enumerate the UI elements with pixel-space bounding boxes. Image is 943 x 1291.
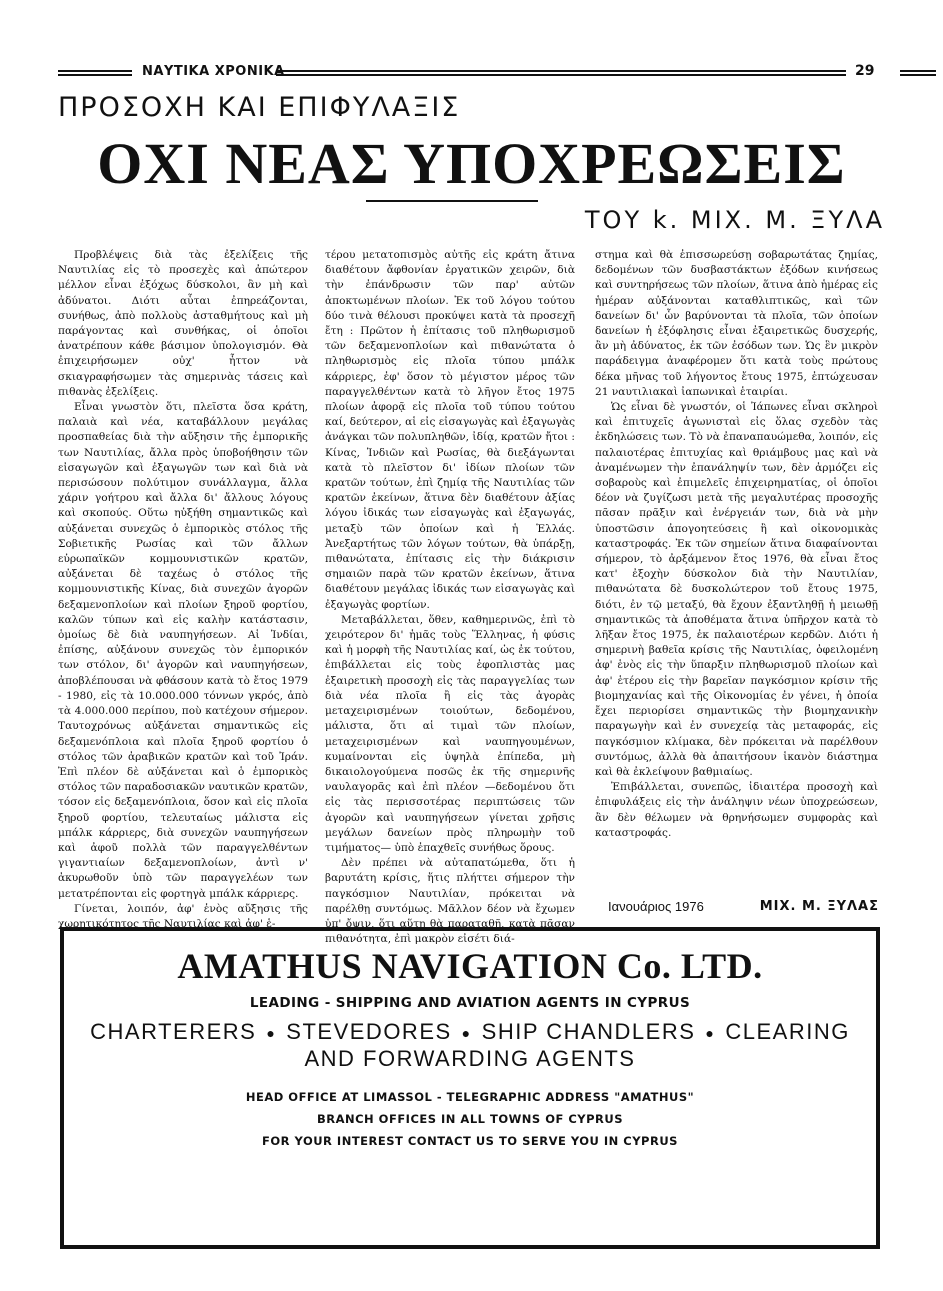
ad-branch-offices: BRANCH OFFICES IN ALL TOWNS OF CYPRUS xyxy=(316,1112,624,1127)
paragraph: Εἶναι γνωστὸν ὅτι, πλεῖστα ὅσα κράτη, παλαιὰ καὶ νέα, καταβάλλουν μεγάλας προσπαθείας διὰ τὴν αὔξησιν τῆς ἐμπορικῆς των Ναυτιλίας, ἄλλα πρὸς ὑποβοήθησιν τῶν εἰσαγωγῶν καὶ ἐξαγωγῶν των καὶ διὰ νὰ περισώσουν πολύτιμον συνάλλαγμα, ἄλλα χάριν γοήτρου καὶ ἄλλα δι' ἄλλους λόγους καὶ σκοπούς. Οὕτω ηὐξήθη σημαντικῶς καὶ αὐξάνεται συνεχῶς ὁ ἐμπορικὸς στόλος τῆς Σοβιετικῆς Ρωσίας καὶ τῶν ἄλλων εὐρωπαϊκῶν κομμουνιστικῶν κρατῶν, αὐξάνεται δὲ ταχέως ὁ στόλος τῆς κομμουνιστικῆς Κίνας, διὰ συνεχῶν ἀγορῶν δεξαμενοπλοίων καὶ πλοίων ξηροῦ φορτίου, καλῶν τύπων καὶ εἰς καλὴν κατάστασιν, ὁμοίως δὲ διὰ ναυπηγήσεων. Αἱ Ἰνδίαι, ἐπίσης, αὐξάνουν συνεχῶς τὸν ἐμπορικόν των στόλον, δι' ἀγορῶν καὶ ναυπηγήσεων, ἀποβλέπουσαι νὰ φθάσουν κατὰ τὸ ἔτος 1979 - 1980, εἰς τὰ 10.000.000 τόννων γκρός, ἀπὸ τὰ 4.000.000 περίπου, ποὺ κατέχουν σήμερον. Ταυτοχρόνως αὐξάνεται σημαντικῶς εἰς δεξαμενόπλοια καὶ πλοῖα ξηροῦ φορτίου ὁ στόλος τῶν ἀραβικῶν κρατῶν καὶ τοῦ Ἰράν. Ἐπὶ πλέον δὲ αὐξάνεται καὶ ὁ ἐμπορικὸς στόλος τῶν παραδοσιακῶν ναυτικῶν κρατῶν, τόσον εἰς δεξαμενόπλοια, ὅσον καὶ εἰς πλοῖα ξηροῦ φορτίου, τελευταίως μάλιστα εἰς μπάλκ κάρριερς, διὰ συνεχῶν ναυπηγήσεων καὶ ἀφοῦ πολλὰ τῶν παραγγελθέντων γιγαντιαίων δεξαμενοπλοίων, ἀντὶ ν' ἀκυρωθοῦν ὑπὸ τῶν παραγγελέων των μετατρέπονται εἰς φορτηγὰ μπάλκ κάρριερς. xyxy=(58,401,308,900)
ad-services-line-2: AND FORWARDING AGENTS xyxy=(304,1046,636,1072)
ad-service: CHARTERERS xyxy=(90,1019,257,1044)
paragraph: στημα καὶ θὰ ἐπισσωρεύσῃ σοβαρωτάτας ζημίας, δεδομένων τῶν δυσβαστάκτων ἐξόδων κινήσεως καὶ συντηρήσεως τῶν πλοίων, ἅτινα ἀπὸ ἡμέρας εἰς ἡμέραν αὐξάνονται καταθλιπτικῶς, καὶ τῶν δανείων δι' ὧν βαρύνονται τὰ πλοῖα, τῶν ὁποίων δανείων ἡ ἐξόφλησις εἶναι ἐξαιρετικῶς δυσχερής, ἂν μὴ ἀδύνατος, ἐκ τῶν ἐσόδων των. Ὡς ἓν μικρὸν παράδειγμα ἀναφέρομεν ὅτι κατὰ τοὺς πρώτους δέκα μῆνας τοῦ λήγοντος ἔτους 1975, ἐπτώχευσαν 21 ναυτιλιακαὶ ἰαπωνικαὶ ἑταιρίαι. xyxy=(595,249,878,398)
ad-subtitle: LEADING - SHIPPING AND AVIATION AGENTS IN CYPRUS xyxy=(249,995,691,1011)
headline-rule xyxy=(366,200,538,202)
section-title: ΠΡΟΣΟΧΗ ΚΑΙ ΕΠΙΦΥΛΑΞΙΣ xyxy=(58,92,461,123)
ad-service: STEVEDORES xyxy=(286,1019,452,1044)
paragraph: Μεταβάλλεται, ὅθεν, καθημερινῶς, ἐπὶ τὸ χειρότερον δι' ἡμᾶς τοὺς Ἕλληνας, ἡ φύσις καὶ ἡ μορφὴ τῆς Ναυτιλίας καί, ὡς ἐκ τούτου, ἐπιβάλλεται εἰς τοὺς ἐφοπλιστὰς μας ἐξαιρετικὴ προσοχὴ εἰς τὰς παραγγελίας των διὰ νέα πλοῖα ἢ εἰς τὰς ἀγορὰς μεταχειρισμένων τοιούτων, δεδομένου, μάλιστα, ὅτι αἱ τιμαὶ τῶν πλοίων, μεταχειρισμένων καὶ ναυπηγουμένων, κυμαίνονται εἰς ὑψηλὰ ἐπίπεδα, μὴ δικαιολογούμενα ποσῶς ἐκ τῆς σημερινῆς ναυλαγορᾶς καὶ ἐπὶ πλέον —δεδομένου ὅτι εἰς τὰς περισσοτέρας περιπτώσεις τῶν ἀγορῶν καὶ ναυπηγήσεων γίνεται χρῆσις μεγάλων δανείων πρὸς πληρωμὴν τοῦ τιμήματος— ὑπὸ ἐπαχθεῖς συνήθως ὅρους. xyxy=(325,613,575,854)
paragraph: Προβλέψεις διὰ τὰς ἐξελίξεις τῆς Ναυτιλίας εἰς τὸ προσεχὲς καὶ ἀπώτερον μέλλον εἶναι ἐξόχως δύσκολοι, ἂν μὴ καὶ ἀδύνατοι. Διότι αὗται ἐπηρεάζονται, συνήθως, ἀπὸ πολλοὺς ἀσταθμήτους καὶ μὴ παράγοντας καὶ συνθήκας, οἱ ὁποῖοι ἀνατρέπουν κάθε βάσιμον ὑπολογισμόν. Θὰ ἐπιχειρήσωμεν οὐχ' ἧττον νὰ σκιαγραφήσωμεν τὰς σημερινὰς τάσεις καὶ πιθανὰς ἐξελίξεις. xyxy=(58,249,308,398)
article-byline: ΤΟΥ k. ΜΙΧ. Μ. ΞΥΛΑ xyxy=(584,206,885,234)
article-column-3 xyxy=(595,248,878,841)
advertisement-box xyxy=(60,927,880,1249)
paragraph: Ὡς εἶναι δὲ γνωστόν, οἱ Ἰάπωνες εἶναι σκληροὶ καὶ ἐπιτυχεῖς ἀγωνισταὶ εἰς ὅλας σχεδὸν τὰς ἐκδηλώσεις των. Τὸ νὰ ἐπαναπαυώμεθα, λοιπόν, εἰς παλαιοτέρας ἐπιτυχίας καὶ θριάμβους μας καὶ νὰ ἀναμένωμεν τὴν ἐπανάληψίν των, δὲν ἁρμόζει εἰς σοβαροὺς καὶ ἐπιμελεῖς ἐπιχειρηματίας, οἱ ὁποῖοι δέον νὰ ζυγίζωσι μετὰ τῆς μεγαλυτέρας προσοχῆς πᾶσαν πρᾶξιν καὶ ἐνέργειάν των, διὰ νὰ μὴν ὑποστῶσιν ἀπογοητεύσεις ἢ καὶ οἰκονομικὰς καταστροφάς. Ἐκ τῶν σημείων ἅτινα διαφαίνονται σήμερον, τὸ ἀρξάμενον ἔτος 1976, θὰ εἶναι ἔτος κατ' ἐξοχὴν δύσκολον διὰ τὴν Ναυτιλίαν, πιθανώτατα δὲ δυσκολώτερον τοῦ ἔτους 1975, διότι, ἐν τῷ μεταξύ, θὰ ἔχουν ἐξαντληθῇ ἡ μειωθῇ σημαντικῶς τὰ ἀποθέματα ἅτινα ὑπῆρχον κατὰ τὸ λῆξαν ἔτος 1975, ἐκ παλαιοτέρων κερδῶν. Διότι ἡ σημερινὴ βαθεῖα κρίσις τῆς Ναυτιλίας, ὀφειλομένη ἀφ' ἑνὸς εἰς τὴν ὕπαρξιν πληθωρισμοῦ πλοίων καὶ ἀφ' ἑτέρου εἰς τὴν βαρεῖαν παγκόσμιον κρίσιν τῆς βιομηχανίας καὶ τῆς Οἰκονομίας ἐν γένει, ἡ ὁποία ἔχει περιορίσει σημαντικῶς τὴν βιομηχανικὴν παραγωγὴν καὶ ἐν συνεχείᾳ τὰς μεταφοράς, εἰς παγκόσμιον κλίμακα, δὲν πρόκειται νὰ παρέλθουν συντόμως, ἀλλὰ θὰ ἀπαιτήσουν ἱκανὸν διάστημα καὶ θὰ ἐκλείψουν βαθμιαίως. xyxy=(595,401,878,778)
running-head-rule-middle xyxy=(276,70,846,76)
ad-service: CLEARING xyxy=(725,1019,850,1044)
magazine-title: ΝΑΥΤΙΚΑ ΧΡΟΝΙΚΑ xyxy=(142,64,285,79)
article-signature: ΜΙΧ. Μ. ΞΥΛΑΣ xyxy=(759,899,879,914)
bullet-icon: ● xyxy=(266,1025,277,1042)
ad-company-name: AMATHUS NAVIGATION Co. LTD. xyxy=(177,946,763,986)
paragraph: τέρου μετατοπισμὸς αὐτῆς εἰς κράτη ἄτινα διαθέτουν ἄφθονίαν ἐργατικῶν χειρῶν, διὰ τὴν ἐπάνδρωσιν τῶν παρ' αὐτῶν ἀποκτωμένων πλοίων. Ἐκ τοῦ λόγου τούτου δύο τινὰ θέλουσι προκύψει κατὰ τὰ προσεχῆ ἔτη : Πρῶτον ἡ ἐπίτασις τοῦ πληθωρισμοῦ τῶν δεξαμενοπλοίων καὶ πιθανώτατα ὁ πληθωρισμὸς εἰς πλοῖα τύπου μπάλκ κάρριερς, ἐφ' ὅσον τὸ μέγιστον μέρος τῶν παραγγελθέντων κατὰ τὸ λῆγον ἔτος 1975 πλοίων ἀφορᾷ εἰς πλοῖα τοῦ τύπου τούτου καί, δεύτερον, αἱ εἰς εἰσαγωγὰς καὶ ἐξαγωγὰς ἀνάγκαι τῶν πολυπληθῶν, ἰδίᾳ, κρατῶν ἤτοι : Κίνας, Ἰνδιῶν καὶ Ρωσίας, θὰ διεξάγωνται κατὰ τὸ πλεῖστον δι' ἰδίων πλοίων τῶν κρατῶν τούτων, ἐπὶ ζημίᾳ τῆς Ναυτιλίας τῶν κρατῶν ἐκείνων, ἅτινα δὲν διαθέτουν ἀξίας λόγου ἰδικάς των εἰσαγωγὰς καὶ ἐξαγωγάς, μεταξὺ τῶν ὁποίων καὶ ἡ Ἑλλάς. Ἀνεξαρτήτως τῶν λόγων τούτων, θὰ ὑπάρξῃ, πιθανώτατα, ἐπίτασις εἰς τὴν διάκρισιν σημαιῶν παρὰ τῶν κρατῶν ἐκείνων, ἅτινα διαθέτουν μεγάλας ἰδικάς των εἰσαγωγὰς καὶ ἐξαγωγὰς φορτίων. xyxy=(325,249,575,611)
ad-services xyxy=(64,1019,876,1072)
running-head xyxy=(58,62,878,86)
article-column-1 xyxy=(58,248,308,932)
paragraph: Δὲν πρέπει νὰ αὐταπατώμεθα, ὅτι ἡ βαρυτάτη κρίσις, ἥτις πλήττει σήμερον τὴν παγκόσμιον Ναυτιλίαν, πρόκειται νὰ παρέλθῃ συντόμως. Μᾶλλον δέον νὰ ἔχωμεν ὑπ' ὄψιν, ὅτι αὕτη θὰ παραταθῇ, κατὰ πᾶσαν πιθανότητα, ἐπὶ μακρὸν εἰσέτι διά- xyxy=(325,857,575,946)
paragraph: Ἐπιβάλλεται, συνεπῶς, ἰδιαιτέρα προσοχὴ καὶ ἐπιφυλάξεις εἰς τὴν ἀνάληψιν νέων ὑποχρεώσεων, ἂν δὲν θέλωμεν νὰ θρηνήσωμεν συμφορὰς καὶ καταστροφάς. xyxy=(595,781,878,839)
running-head-rule-right xyxy=(900,70,936,76)
page-number: 29 xyxy=(855,63,875,79)
ad-contact: FOR YOUR INTEREST CONTACT US TO SERVE YOU IN CYPRUS xyxy=(262,1134,678,1149)
article-headline: ΟΧΙ ΝΕΑΣ ΥΠΟΧΡΕΩΣΕΙΣ xyxy=(97,131,846,196)
ad-service: SHIP CHANDLERS xyxy=(481,1019,696,1044)
running-head-rule-left xyxy=(58,70,132,76)
article-column-2 xyxy=(325,248,575,947)
bullet-icon: ● xyxy=(461,1025,472,1042)
article-dateline: Ιανουάριος 1976 xyxy=(608,899,704,914)
bullet-icon: ● xyxy=(705,1025,716,1042)
ad-head-office: HEAD OFFICE AT LIMASSOL - TELEGRAPHIC ADDRESS "AMATHUS" xyxy=(245,1090,695,1105)
paragraph: Γίνεται, λοιπόν, ἀφ' ἑνὸς αὔξησις τῆς χωρητικότητος τῆς Ναυτιλίας καὶ ἀφ' ἑ- xyxy=(58,902,308,930)
